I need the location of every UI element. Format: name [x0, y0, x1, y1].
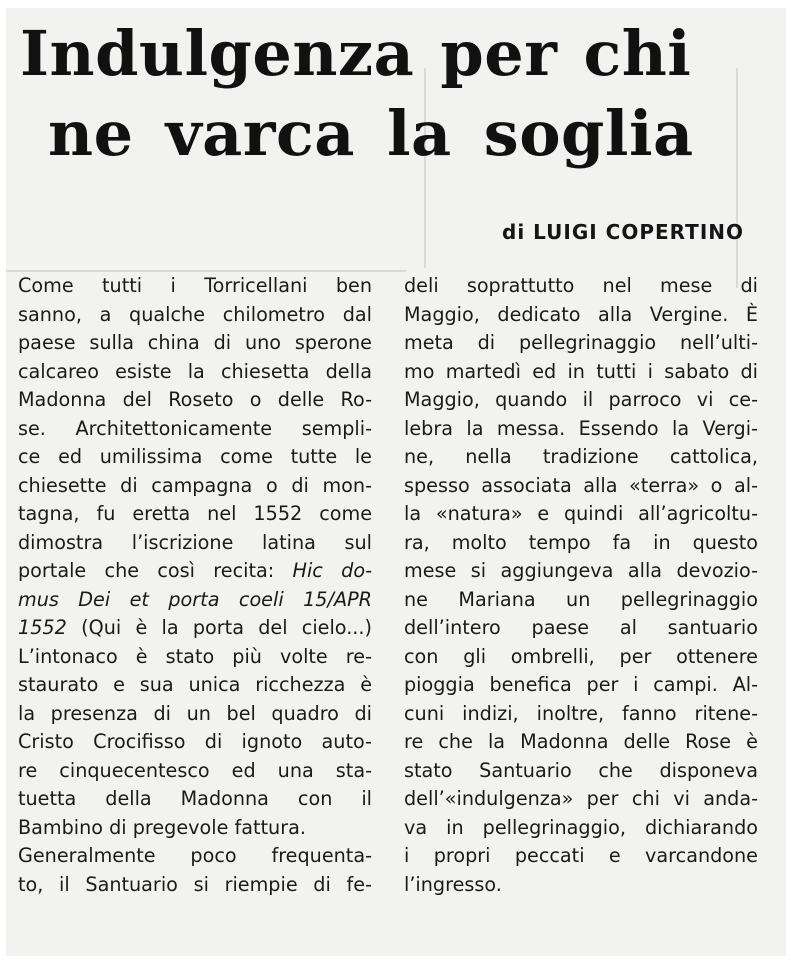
latin-inscription: Hic do-: [292, 559, 372, 582]
text-line: va in pellegrinaggio, dichiarando: [404, 815, 758, 839]
text-line: paese sulla china di uno sperone: [18, 331, 372, 354]
text-line: la presenza di un bel quadro di: [18, 701, 372, 725]
text-line: tagna, fu eretta nel 1552 come: [18, 502, 372, 525]
headline-line-2: ne varca la soglia: [48, 97, 694, 170]
text-line: staurato e sua unica ricchezza è: [18, 673, 372, 696]
text-line: mese si aggiungeva alla devozio-: [404, 559, 758, 582]
text-line: la «natura» e quindi all’agricoltu-: [404, 502, 758, 525]
text-line: portale che così recita: Hic do-: [18, 559, 372, 582]
latin-inscription: 1552: [18, 616, 67, 639]
text-line: meta di pellegrinaggio nell’ulti-: [404, 331, 758, 354]
text-line: stato Santuario che disponeva: [404, 758, 758, 782]
latin-inscription: mus Dei et porta coeli 15/APR: [18, 587, 372, 611]
text-line: chiesette di campagna o di mon-: [18, 473, 372, 497]
text-line: l’ingresso.: [404, 872, 502, 896]
text-line: lebra la messa. Essendo la Vergi-: [404, 416, 758, 440]
text-line: Cristo Crocifisso di ignoto auto-: [18, 730, 372, 753]
text-line: tuetta della Madonna con il: [18, 787, 372, 810]
text-line: Madonna del Roseto o delle Ro-: [18, 388, 372, 411]
text-line: ce ed umilissima come tutte le: [18, 445, 372, 468]
text-line: 1552 (Qui è la porta del cielo...): [18, 616, 372, 639]
text-line: dimostra l’iscrizione latina sul: [18, 530, 372, 554]
text-column-right: [404, 272, 758, 899]
text-line: [18, 586, 372, 615]
text-line: deli soprattutto nel mese di: [404, 274, 758, 297]
text-line: re cinquecentesco ed una sta-: [18, 758, 372, 782]
text-line: spesso associata alla «terra» o al-: [404, 473, 758, 497]
text-line: i propri peccati e varcandone: [404, 844, 758, 867]
text-line: se. Architettonicamente sempli-: [18, 416, 372, 440]
text-line: con gli ombrelli, per ottenere: [404, 644, 758, 668]
text-line: re che la Madonna delle Rose è: [404, 730, 758, 753]
text-line: calcareo esiste la chiesetta della: [18, 359, 372, 383]
text-line: to, il Santuario si riempie di fe-: [18, 872, 372, 896]
byline: di LUIGI COPERTINO: [502, 220, 744, 244]
text-line: ne, nella tradizione cattolica,: [404, 445, 758, 468]
article-headline: [20, 14, 780, 174]
newspaper-clipping: [6, 8, 786, 956]
text-line: sanno, a qualche chilometro dal: [18, 302, 372, 326]
text-line: Bambino di pregevole fattura.: [18, 815, 306, 839]
text-column-left: [18, 272, 372, 899]
text-line: pioggia benefica per i campi. Al-: [404, 673, 758, 696]
text-line: L’intonaco è stato più volte re-: [18, 644, 372, 668]
text-line: mo martedì ed in tutti i sabato di: [404, 359, 758, 383]
text-line: Come tutti i Torricellani ben: [18, 274, 372, 297]
text-line: ra, molto tempo fa in questo: [404, 530, 758, 554]
text-line: cuni indizi, inoltre, fanno ritene-: [404, 701, 758, 725]
text-line: ne Mariana un pellegrinaggio: [404, 587, 758, 611]
text-line: Maggio, dedicato alla Vergine. È: [404, 302, 758, 326]
text-line: dell’intero paese al santuario: [404, 616, 758, 639]
text-line: Maggio, quando il parroco vi ce-: [404, 388, 758, 411]
text-line: Generalmente poco frequenta-: [18, 844, 372, 867]
headline-line-1: Indulgenza per chi: [20, 17, 692, 90]
text-line: dell’«indulgenza» per chi vi anda-: [404, 787, 758, 810]
